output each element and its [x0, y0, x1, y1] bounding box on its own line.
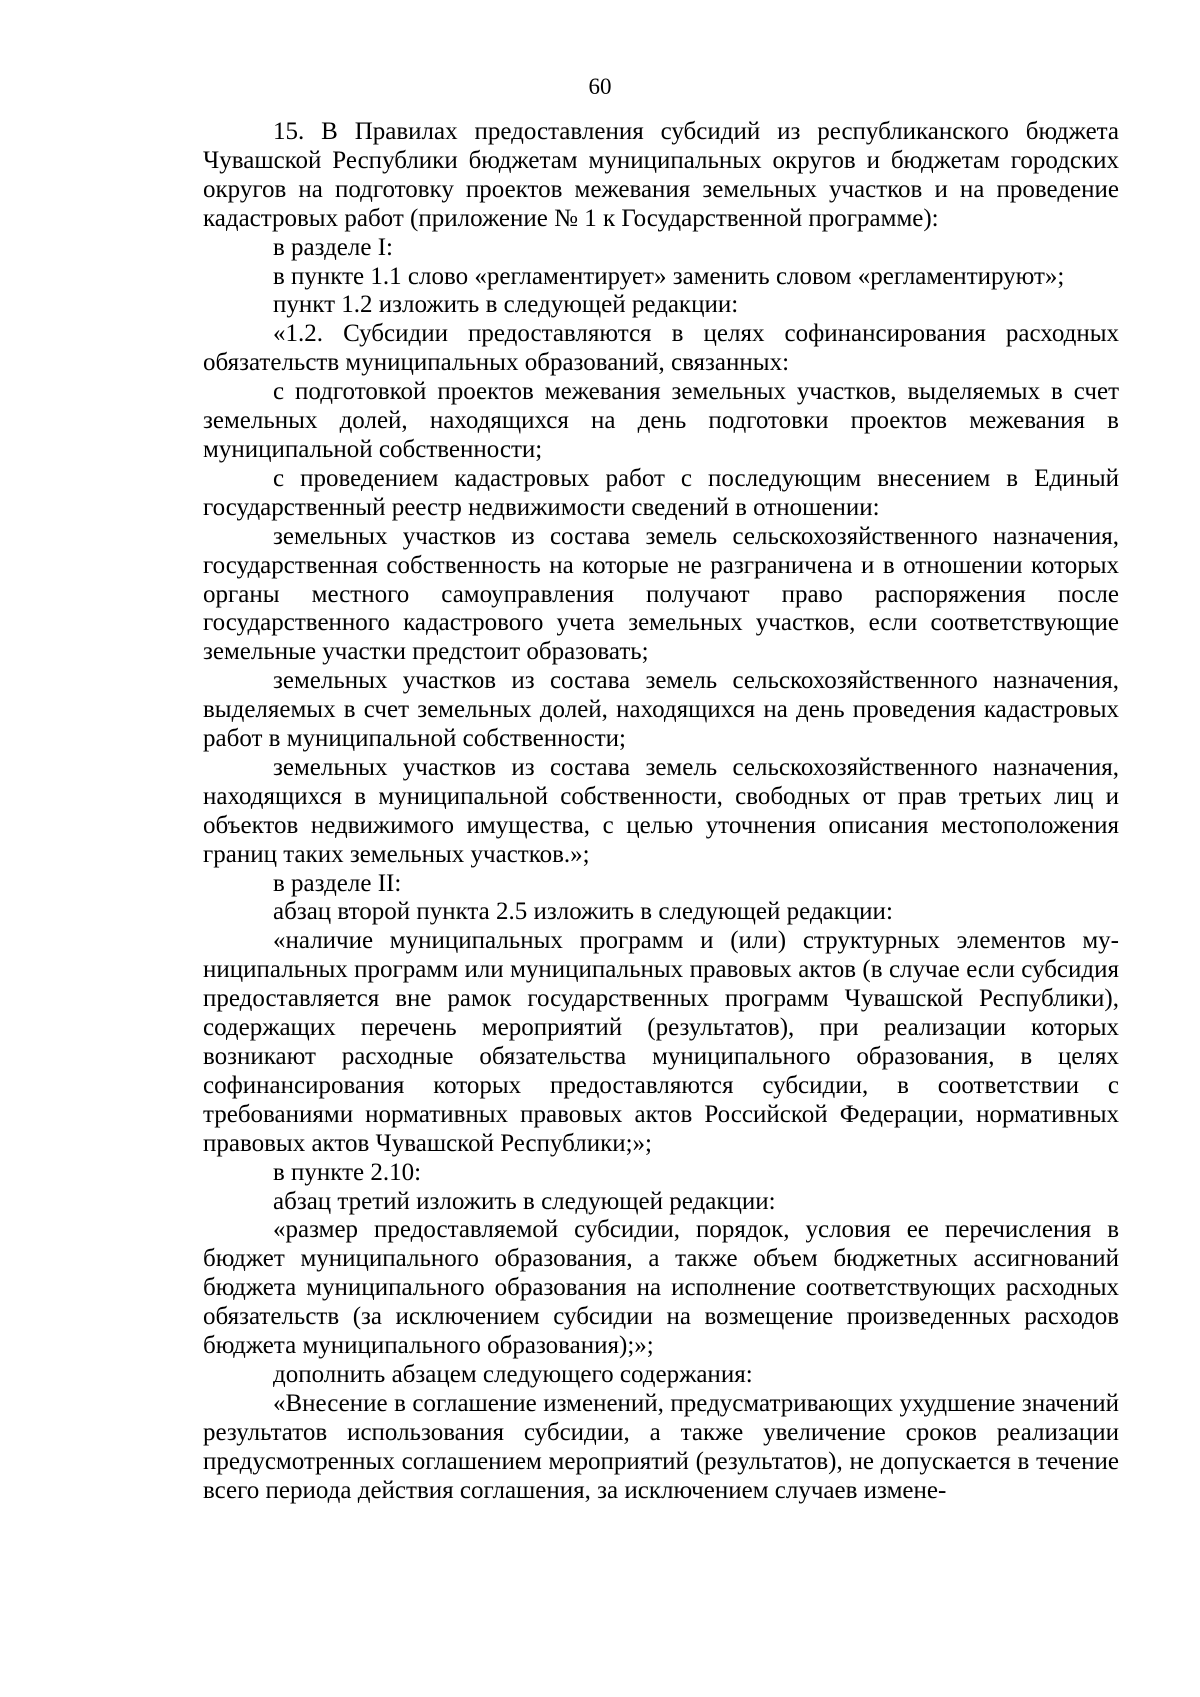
paragraph-land-state-property: земельных участков из состава земель сельскохозяйственного назначения, государственная собственность на которые не разграничена и в отношении которых органы местного самоуправления получают право распоряжения после государственного кадастрового учета земельных участков, если соответствующие земельные участки предстоит образовать;: [203, 522, 1119, 666]
paragraph-surveying-projects: с подготовкой проектов межевания земельных участков, выделяемых в счет земельных долей, находящихся на день подготовки проектов межевания в муниципальной собственности;: [203, 378, 1119, 463]
paragraph-cadastral-works: с проведением кадастровых работ с последующим внесением в Единый государственный реестр недвижимости сведений в отношении:: [203, 464, 1119, 521]
paragraph-item-2-10-text: «размер предоставляемой субсидии, порядок, условия ее перечисления в бюджет муниципального образования, а также объем бюджетных ассигнований бюджета муниципального образования на исполнение соответствующих расходных обязательств (за исключением субсидии на возмещение произведенных расходов бюджета муниципального образования);»;: [203, 1216, 1119, 1360]
document-body: [203, 118, 1119, 1506]
paragraph-section-1-heading: в разделе I:: [273, 233, 393, 261]
paragraph-land-municipal: земельных участков из состава земель сельскохозяйственного назначения, находящихся в муниципальной собственности, свободных от прав третьих лиц и объектов недвижимого имущества, с целью уточнения описания местоположения границ таких земельных участков.»;: [203, 753, 1119, 868]
paragraph-add-clause-intro: дополнить абзацем следующего содержания:: [273, 1360, 753, 1388]
paragraph-item-2-10-intro: абзац третий изложить в следующей редакции:: [273, 1187, 776, 1215]
paragraph-item-2-5-intro: абзац второй пункта 2.5 изложить в следующей редакции:: [273, 898, 893, 926]
paragraph-item-1-2-intro: пункт 1.2 изложить в следующей редакции:: [273, 291, 739, 319]
paragraph-item-1-2-text: «1.2. Субсидии предоставляются в целях софинансирования расходных обязательств муниципальных образований, связанных:: [203, 320, 1119, 377]
paragraph-item-1-1: в пункте 1.1 слово «регламентирует» заменить словом «регламентируют»;: [273, 262, 1065, 290]
paragraph-section-2-heading: в разделе II:: [273, 869, 402, 897]
paragraph-item-2-5-text: «наличие муниципальных программ и (или) структурных элементов муниципальных программ или муниципальных правовых актов (в случае если субсидия предоставляется вне рамок государственных программ Чувашской Республики), содержащих перечень мероприятий (результатов), при реализации которых возникают расходные обязательства муниципального образования, в целях софинансирования которых предоставляются субсидии, в соответствии с требованиями нормативных правовых актов Российской Федерации, нормативных правовых актов Чувашской Республики;»;: [203, 927, 1119, 1157]
paragraph-land-shares: земельных участков из состава земель сельскохозяйственного назначения, выделяемых в счет земельных долей, находящихся на день проведения кадастровых работ в муниципальной собственности;: [203, 667, 1119, 753]
paragraph-add-clause-text: «Внесение в соглашение изменений, предусматривающих ухудшение значений результатов использования субсидии, а также увеличение сроков реализации предусмотренных соглашением мероприятий (результатов), не допускается в течение всего периода действия соглашения, за исключением случаев измене-: [203, 1389, 1119, 1504]
page-number: 60: [588, 74, 612, 99]
paragraph-item-2-10-heading: в пункте 2.10:: [273, 1158, 422, 1186]
paragraph-section-15-intro: 15. В Правилах предоставления субсидий из республиканского бюджета Чувашской Республики бюджетам муниципальных округов и бюджетам городских округов на подготовку проектов межевания земельных участков и на проведение кадастровых работ (приложение № 1 к Государственной программе):: [203, 118, 1119, 232]
